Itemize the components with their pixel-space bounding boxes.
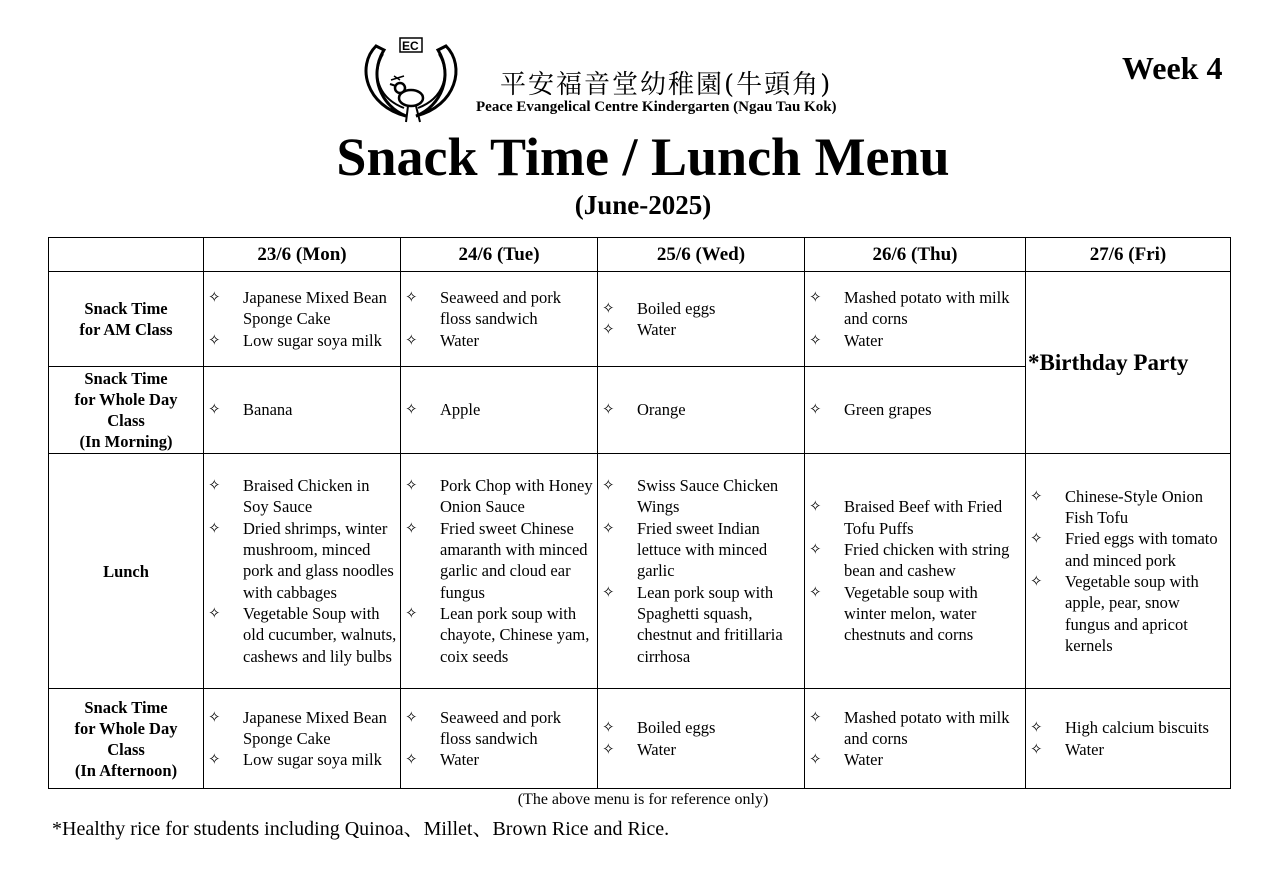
four-pointed-star-icon: ✧ — [602, 718, 615, 737]
row-label-line: Snack Time — [84, 369, 168, 388]
four-pointed-star-icon: ✧ — [405, 400, 418, 419]
menu-item — [405, 603, 595, 667]
menu-item-text: Fried eggs with tomato and minced pork — [1065, 529, 1218, 570]
menu-cell — [401, 272, 598, 367]
row-label-line: Class — [107, 739, 145, 759]
four-pointed-star-icon: ✧ — [405, 476, 418, 495]
menu-item-text: Boiled eggs — [637, 298, 716, 318]
rice-note: *Healthy rice for students including Quinoa、Millet、Brown Rice and Rice. — [52, 818, 670, 840]
row-label-line: for AM Class — [79, 320, 173, 339]
menu-item — [809, 582, 1023, 646]
row-label — [49, 454, 204, 689]
menu-cell — [1026, 689, 1231, 789]
four-pointed-star-icon: ✧ — [809, 750, 822, 769]
school-logo-icon — [356, 36, 466, 126]
corner-cell — [49, 238, 204, 272]
header-row — [49, 238, 1231, 272]
menu-cell — [598, 689, 805, 789]
menu-item-text: Low sugar soya milk — [243, 750, 382, 770]
four-pointed-star-icon: ✧ — [809, 330, 822, 349]
four-pointed-star-icon: ✧ — [602, 518, 615, 537]
menu-item — [809, 707, 1023, 750]
menu-item — [208, 330, 398, 351]
menu-item — [602, 518, 802, 582]
menu-item-text: Water — [637, 320, 676, 339]
menu-cell — [805, 689, 1026, 789]
menu-item-list — [598, 717, 804, 760]
menu-item — [602, 475, 802, 518]
menu-cell — [805, 272, 1026, 367]
four-pointed-star-icon: ✧ — [809, 400, 822, 419]
menu-item — [405, 399, 595, 420]
menu-item — [1030, 739, 1228, 760]
menu-item-list — [598, 298, 804, 341]
menu-item — [208, 399, 398, 420]
menu-item — [602, 298, 802, 319]
menu-item-text: Lean pork soup with chayote, Chinese yam, coix seeds — [440, 603, 590, 666]
menu-cell — [401, 689, 598, 789]
menu-cell — [805, 367, 1026, 454]
menu-item — [1030, 717, 1228, 738]
menu-item — [208, 518, 398, 603]
menu-item — [1030, 571, 1228, 656]
row-label — [49, 367, 204, 454]
week-label: Week 4 — [1122, 50, 1223, 86]
page-title: Snack Time / Lunch Menu — [336, 127, 950, 187]
row-snack-whole-day-afternoon — [49, 689, 1231, 789]
four-pointed-star-icon: ✧ — [208, 750, 221, 769]
four-pointed-star-icon: ✧ — [809, 582, 822, 601]
menu-item — [809, 749, 1023, 770]
menu-item-text: Pork Chop with Honey Onion Sauce — [440, 476, 593, 517]
menu-item-list — [401, 707, 597, 771]
menu-item-text: Boiled eggs — [637, 718, 716, 738]
menu-item-text: Water — [844, 330, 883, 350]
row-snack-am — [49, 272, 1231, 367]
menu-item — [809, 287, 1023, 330]
menu-item — [1030, 528, 1228, 571]
menu-item-list — [204, 707, 400, 771]
four-pointed-star-icon: ✧ — [602, 582, 615, 601]
four-pointed-star-icon: ✧ — [602, 739, 615, 758]
four-pointed-star-icon: ✧ — [1030, 718, 1043, 737]
menu-item-text: Swiss Sauce Chicken Wings — [637, 476, 779, 517]
four-pointed-star-icon: ✧ — [809, 497, 822, 516]
menu-item-list — [805, 287, 1025, 351]
four-pointed-star-icon: ✧ — [405, 518, 418, 537]
menu-item-list — [401, 287, 597, 351]
menu-cell — [805, 454, 1026, 689]
menu-item-text: Seaweed and pork floss sandwich — [440, 707, 561, 748]
menu-item-list — [1026, 486, 1230, 656]
menu-item-text: Vegetable soup with apple, pear, snow fungus and apricot kernels — [1065, 572, 1199, 655]
menu-item — [602, 717, 802, 738]
row-label-line: Snack Time — [84, 299, 168, 318]
row-label-line: Lunch — [103, 561, 149, 581]
menu-item-text: Braised Chicken in Soy Sauce — [243, 476, 370, 517]
menu-cell — [401, 367, 598, 454]
menu-item-list — [204, 399, 400, 420]
menu-item-text: Japanese Mixed Bean Sponge Cake — [243, 288, 387, 329]
column-header: 26/6 (Thu) — [805, 238, 1026, 272]
menu-item-text: Vegetable Soup with old cucumber, walnuts, cashews and lily bulbs — [243, 603, 397, 666]
column-header: 23/6 (Mon) — [204, 238, 401, 272]
four-pointed-star-icon: ✧ — [208, 400, 221, 419]
four-pointed-star-icon: ✧ — [208, 476, 221, 495]
four-pointed-star-icon: ✧ — [1030, 572, 1043, 590]
menu-item — [809, 539, 1023, 582]
menu-item — [208, 287, 398, 330]
menu-item-text: Fried sweet Chinese amaranth with minced garlic and cloud ear fungus — [440, 518, 588, 602]
menu-item-text: Water — [1065, 739, 1104, 759]
menu-item — [208, 603, 398, 667]
menu-item-text: High calcium biscuits — [1065, 718, 1209, 738]
reference-note: (The above menu is for reference only) — [517, 791, 769, 808]
four-pointed-star-icon: ✧ — [405, 707, 418, 726]
four-pointed-star-icon: ✧ — [602, 400, 615, 419]
menu-item — [208, 749, 398, 770]
four-pointed-star-icon: ✧ — [1030, 529, 1043, 548]
four-pointed-star-icon: ✧ — [208, 518, 221, 537]
menu-item-list — [805, 707, 1025, 771]
menu-item — [809, 399, 1023, 420]
menu-item — [809, 330, 1023, 351]
row-label-line: Class — [107, 411, 145, 430]
row-label — [49, 689, 204, 789]
four-pointed-star-icon: ✧ — [809, 540, 822, 559]
four-pointed-star-icon: ✧ — [809, 288, 822, 307]
column-header: 24/6 (Tue) — [401, 238, 598, 272]
menu-item — [405, 749, 595, 770]
menu-item-list — [598, 475, 804, 667]
menu-item — [405, 330, 595, 351]
menu-cell — [401, 454, 598, 689]
menu-item-list — [204, 475, 400, 667]
logo-text: EC — [402, 39, 419, 53]
four-pointed-star-icon: ✧ — [405, 330, 418, 349]
menu-item-text: Low sugar soya milk — [243, 330, 382, 350]
menu-item-list — [1026, 717, 1230, 760]
menu-item — [405, 475, 595, 518]
four-pointed-star-icon: ✧ — [1030, 739, 1043, 758]
menu-item-text: Banana — [243, 400, 293, 420]
four-pointed-star-icon: ✧ — [1030, 486, 1043, 505]
menu-item-text: Water — [440, 330, 479, 350]
menu-item-text: Vegetable soup with winter melon, water chestnuts and corns — [844, 582, 978, 645]
menu-cell — [598, 367, 805, 454]
menu-cell — [598, 272, 805, 367]
menu-item — [809, 496, 1023, 539]
menu-item — [1030, 486, 1228, 529]
menu-item-text: Lean pork soup with Spaghetti squash, chestnut and fritillaria cirrhosa — [637, 582, 783, 666]
column-header: 27/6 (Fri) — [1026, 238, 1231, 272]
four-pointed-star-icon: ✧ — [208, 330, 221, 349]
menu-item-list — [204, 287, 400, 351]
menu-cell — [598, 454, 805, 689]
menu-item-text: Fried chicken with string bean and cashew — [844, 540, 1010, 581]
four-pointed-star-icon: ✧ — [602, 320, 615, 338]
menu-item — [602, 399, 802, 420]
menu-item — [602, 582, 802, 667]
menu-item — [405, 287, 595, 330]
menu-item-text: Mashed potato with milk and corns — [844, 288, 1010, 329]
menu-item-text: Water — [637, 739, 676, 759]
four-pointed-star-icon: ✧ — [405, 603, 418, 622]
four-pointed-star-icon: ✧ — [602, 298, 615, 317]
four-pointed-star-icon: ✧ — [208, 288, 221, 307]
menu-item-list — [401, 399, 597, 420]
menu-item — [602, 739, 802, 760]
menu-item-text: Chinese-Style Onion Fish Tofu — [1065, 486, 1203, 528]
row-label-line: (In Morning) — [79, 432, 173, 451]
menu-cell — [204, 689, 401, 789]
row-label-line: Snack Time — [84, 697, 168, 717]
menu-table — [48, 237, 1231, 789]
menu-item-text: Braised Beef with Fried Tofu Puffs — [844, 497, 1003, 538]
menu-item — [208, 475, 398, 518]
menu-cell — [204, 272, 401, 367]
four-pointed-star-icon: ✧ — [809, 707, 822, 726]
menu-item-text: Japanese Mixed Bean Sponge Cake — [243, 707, 387, 748]
menu-cell — [204, 454, 401, 689]
menu-item-list — [805, 399, 1025, 420]
menu-item-text: Fried sweet Indian lettuce with minced garlic — [637, 518, 768, 581]
menu-item-text: Water — [844, 750, 883, 770]
school-name-english: Peace Evangelical Centre Kindergarten (Ngau Tau Kok) — [476, 99, 837, 115]
menu-item-list — [805, 496, 1025, 645]
menu-cell — [1026, 454, 1231, 689]
menu-item — [405, 707, 595, 750]
menu-item-text: Orange — [637, 400, 686, 420]
menu-item-text: Apple — [440, 400, 481, 420]
four-pointed-star-icon: ✧ — [405, 750, 418, 769]
row-label-line: for Whole Day — [74, 390, 178, 409]
menu-item-text: Dried shrimps, winter mushroom, minced pork and glass noodles with cabbages — [243, 518, 394, 602]
menu-item-text: Seaweed and pork floss sandwich — [440, 288, 561, 329]
menu-item-list — [401, 475, 597, 667]
four-pointed-star-icon: ✧ — [602, 476, 615, 495]
menu-item — [208, 707, 398, 750]
menu-item-text: Green grapes — [844, 400, 932, 420]
page-subtitle: (June-2025) — [574, 190, 712, 220]
column-header: 25/6 (Wed) — [598, 238, 805, 272]
four-pointed-star-icon: ✧ — [208, 707, 221, 726]
row-label — [49, 272, 204, 367]
row-label-line: (In Afternoon) — [74, 760, 178, 780]
birthday-party-cell — [1026, 272, 1231, 454]
menu-item — [602, 319, 802, 340]
menu-item-text: Water — [440, 750, 479, 770]
menu-cell — [204, 367, 401, 454]
menu-item — [405, 518, 595, 603]
school-name-chinese: 平安福音堂幼稚園(牛頭角) — [500, 70, 833, 100]
four-pointed-star-icon: ✧ — [405, 288, 418, 307]
birthday-party-label: *Birthday Party — [1028, 349, 1189, 375]
four-pointed-star-icon: ✧ — [208, 603, 221, 622]
menu-item-list — [598, 399, 804, 420]
row-lunch — [49, 454, 1231, 689]
menu-item-text: Mashed potato with milk and corns — [844, 707, 1010, 748]
row-label-line: for Whole Day — [74, 718, 178, 738]
